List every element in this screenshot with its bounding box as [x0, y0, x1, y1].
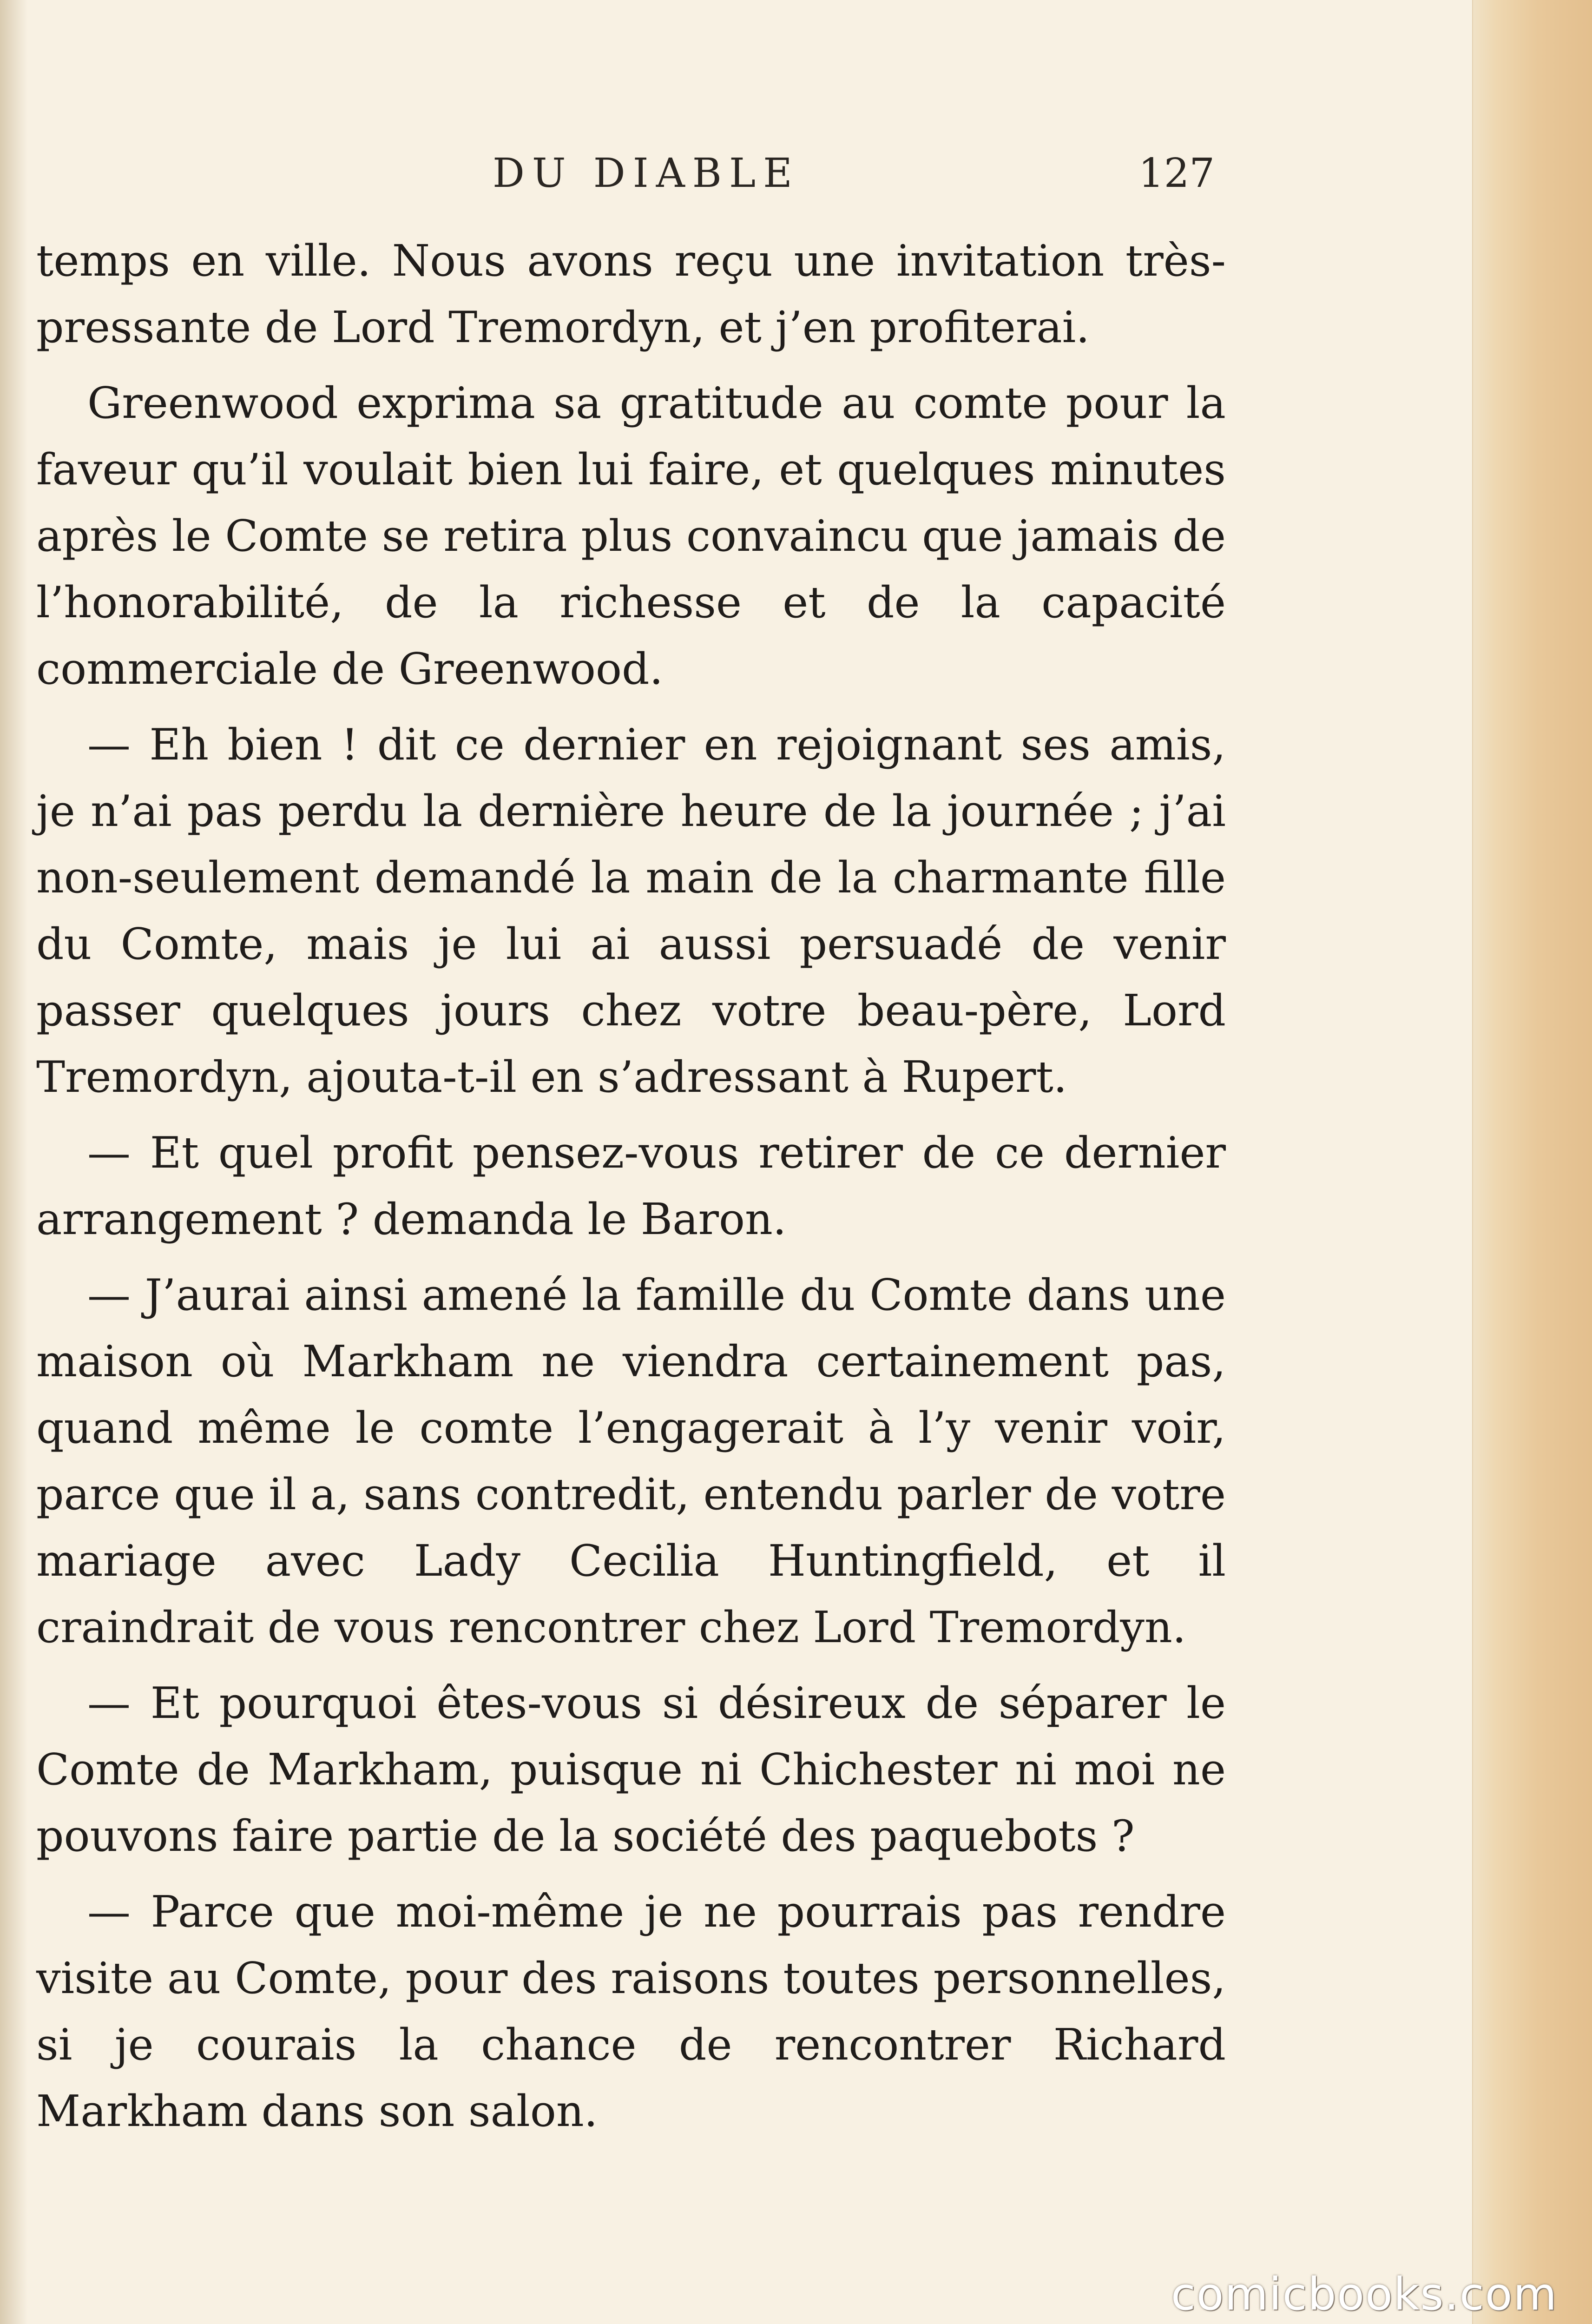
- paragraph: — Parce que moi-même je ne pourrais pas rendre visite au Comte, pour des raisons toutes personnelles, si je courais la chance de rencontrer Richard Markham dans son salon.: [36, 1887, 1226, 2136]
- paragraph-continuation: temps en ville. Nous avons reçu une invitation très-pressante de Lord Tremordyn, et j’en profiterai.: [36, 236, 1226, 352]
- page-number: 127: [1138, 150, 1215, 197]
- watermark-logo: comicbooks.com: [1171, 2268, 1558, 2320]
- body-text: [36, 228, 1226, 2154]
- paragraph: Greenwood exprima sa gratitude au comte pour la faveur qu’il voulait bien lui faire, et quelques minutes après le Comte se retira plus convaincu que jamais de l’honorabilité, de la richesse et de la capacité commerciale de Greenwood.: [36, 378, 1226, 694]
- spine-shadow: [0, 0, 28, 2324]
- running-title: DU DIABLE: [493, 150, 800, 197]
- paragraph: — J’aurai ainsi amené la famille du Comte dans une maison où Markham ne viendra certainement pas, quand même le comte l’engagerait à l’y venir voir, parce que il a, sans contredit, entendu parler de votre mariage avec Lady Cecilia Huntingfield, et il craindrait de vous rencontrer chez Lord Tremordyn.: [36, 1270, 1226, 1652]
- paragraph: — Et pourquoi êtes-vous si désireux de séparer le Comte de Markham, puisque ni Chichester ni moi ne pouvons faire partie de la société des paquebots ?: [36, 1678, 1226, 1861]
- page-edge-strip: [1473, 0, 1592, 2324]
- paragraph: — Eh bien ! dit ce dernier en rejoignant ses amis, je n’ai pas perdu la dernière heure de la journée ; j’ai non-seulement demandé la main de la charmante fille du Comte, mais je lui ai aussi persuadé de venir passer quelques jours chez votre beau-père, Lord Tremordyn, ajouta-t-il en s’adressant à Rupert.: [36, 720, 1226, 1102]
- paragraph: — Et quel profit pensez-vous retirer de ce dernier arrangement ? demanda le Baron.: [36, 1128, 1226, 1244]
